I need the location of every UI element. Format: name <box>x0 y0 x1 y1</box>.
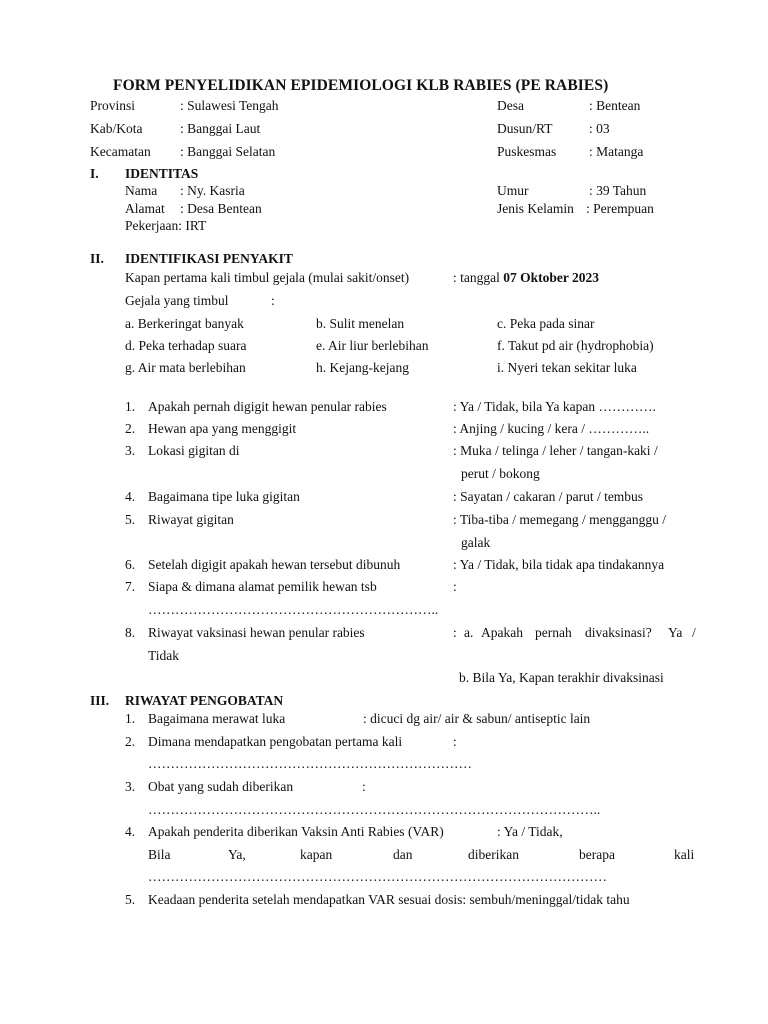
symptom-i: i. Nyeri tekan sekitar luka <box>497 360 637 375</box>
q3-question: Lokasi gigitan di <box>148 443 240 458</box>
q5-answer: : Tiba-tiba / memegang / mengganggu / <box>453 512 666 527</box>
q8-colon: : <box>453 625 457 640</box>
s3-q4-word-kali: kali <box>674 847 695 862</box>
s3-q4-word-ya: Ya, <box>228 847 246 862</box>
section-2-number: II. <box>90 251 104 266</box>
q7-question: Siapa & dimana alamat pemilik hewan tsb <box>148 579 377 594</box>
kabkota-value: : Banggai Laut <box>180 121 261 136</box>
nama-label: Nama <box>125 183 158 198</box>
provinsi-label: Provinsi <box>90 98 136 113</box>
s3-q2-dotted-line: ……………………………………………………………… <box>148 756 472 771</box>
s3-q4-word-kapan: kapan <box>300 847 333 862</box>
q4-answer: : Sayatan / cakaran / parut / tembus <box>453 489 644 504</box>
dusun-label: Dusun/RT <box>497 121 553 136</box>
alamat-value: : Desa Bentean <box>180 201 262 216</box>
q3-number: 3. <box>125 443 136 458</box>
symptom-e: e. Air liur berlebihan <box>316 338 429 353</box>
puskesmas-label: Puskesmas <box>497 144 557 159</box>
nama-value: : Ny. Kasria <box>180 183 245 198</box>
section-3-number: III. <box>90 693 110 708</box>
desa-value: : Bentean <box>589 98 641 113</box>
onset-date: 07 Oktober 2023 <box>503 270 600 285</box>
s3-q3-number: 3. <box>125 779 136 794</box>
q6-number: 6. <box>125 557 136 572</box>
q3-answer: : Muka / telinga / leher / tangan-kaki / <box>453 443 658 458</box>
s3-q1-answer: : dicuci dg air/ air & sabun/ antiseptic lain <box>363 711 591 726</box>
s3-q4-number: 4. <box>125 824 136 839</box>
s3-q4-question: Apakah penderita diberikan Vaksin Anti Rabies (VAR) <box>148 824 444 839</box>
jenis-kelamin-label: Jenis Kelamin <box>497 201 574 216</box>
section-3-heading: RIWAYAT PENGOBATAN <box>125 693 284 708</box>
q7-dotted-line: ……………………………………………………….. <box>148 602 439 617</box>
s3-q1-number: 1. <box>125 711 136 726</box>
q2-question: Hewan apa yang menggigit <box>148 421 297 436</box>
umur-value: : 39 Tahun <box>589 183 647 198</box>
s3-q2-colon: : <box>453 734 457 749</box>
q8-option-a: a. <box>464 625 474 640</box>
q8-number: 8. <box>125 625 136 640</box>
s3-q4-answer: : Ya / Tidak, <box>497 824 563 839</box>
q3-answer-cont: perut / bokong <box>461 466 540 481</box>
symptom-f: f. Takut pd air (hydrophobia) <box>497 338 654 353</box>
jenis-kelamin-value: : Perempuan <box>586 201 654 216</box>
symptom-c: c. Peka pada sinar <box>497 316 595 331</box>
q6-question: Setelah digigit apakah hewan tersebut dibunuh <box>148 557 401 572</box>
dusun-value: : 03 <box>589 121 610 136</box>
s3-q2-question: Dimana mendapatkan pengobatan pertama kali <box>148 734 403 749</box>
q8-word-apakah: Apakah <box>481 625 523 640</box>
section-2-heading: IDENTIFIKASI PENYAKIT <box>125 251 293 266</box>
q8-option-b: b. Bila Ya, Kapan terakhir divaksinasi <box>459 670 664 685</box>
onset-prefix: : tanggal <box>453 270 504 285</box>
q8-word-ya: Ya <box>668 625 683 640</box>
symptom-h: h. Kejang-kejang <box>316 360 409 375</box>
q8-question: Riwayat vaksinasi hewan penular rabies <box>148 625 365 640</box>
form-title: FORM PENYELIDIKAN EPIDEMIOLOGI KLB RABIES (PE RABIES) <box>113 77 609 94</box>
s3-q4-word-dan: dan <box>393 847 413 862</box>
s3-q3-colon: : <box>362 779 366 794</box>
q8-word-pernah: pernah <box>535 625 572 640</box>
symptom-a: a. Berkeringat banyak <box>125 316 244 331</box>
umur-label: Umur <box>497 183 529 198</box>
symptom-b: b. Sulit menelan <box>316 316 405 331</box>
q5-answer-cont: galak <box>461 535 491 550</box>
s3-q5-number: 5. <box>125 892 136 907</box>
s3-q4-dotted-line: ………………………………………………………………………………………… <box>148 869 607 884</box>
q7-colon: : <box>453 579 457 594</box>
q2-number: 2. <box>125 421 136 436</box>
onset-value <box>453 270 599 286</box>
q5-number: 5. <box>125 512 136 527</box>
onset-label: Kapan pertama kali timbul gejala (mulai sakit/onset) <box>125 270 410 285</box>
kabkota-label: Kab/Kota <box>90 121 143 136</box>
s3-q3-question: Obat yang sudah diberikan <box>148 779 294 794</box>
alamat-label: Alamat <box>125 201 165 216</box>
pekerjaan-text: Pekerjaan: IRT <box>125 218 207 233</box>
provinsi-value: : Sulawesi Tengah <box>180 98 279 113</box>
kecamatan-label: Kecamatan <box>90 144 151 159</box>
puskesmas-value: : Matanga <box>589 144 644 159</box>
q1-number: 1. <box>125 399 136 414</box>
q5-question: Riwayat gigitan <box>148 512 234 527</box>
s3-q1-question: Bagaimana merawat luka <box>148 711 286 726</box>
s3-q5-question: Keadaan penderita setelah mendapatkan VAR sesuai dosis: sembuh/meninggal/tidak tahu <box>148 892 630 907</box>
symptom-d: d. Peka terhadap suara <box>125 338 247 353</box>
q7-number: 7. <box>125 579 136 594</box>
section-1-heading: IDENTITAS <box>125 166 199 181</box>
kecamatan-value: : Banggai Selatan <box>180 144 276 159</box>
q8-word-slash: / <box>692 625 696 640</box>
s3-q3-dotted-line: ……………………………………………………………………………………….. <box>148 802 601 817</box>
s3-q4-word-diberikan: diberikan <box>468 847 519 862</box>
s3-q4-word-bila: Bila <box>148 847 171 862</box>
q1-question: Apakah pernah digigit hewan penular rabies <box>148 399 387 414</box>
gejala-label: Gejala yang timbul <box>125 293 229 308</box>
q6-answer: : Ya / Tidak, bila tidak apa tindakannya <box>453 557 665 572</box>
section-1-number: I. <box>90 166 99 181</box>
q4-question: Bagaimana tipe luka gigitan <box>148 489 300 504</box>
s3-q2-number: 2. <box>125 734 136 749</box>
q8-word-tidak: Tidak <box>148 648 180 663</box>
q4-number: 4. <box>125 489 136 504</box>
desa-label: Desa <box>497 98 524 113</box>
q2-answer: : Anjing / kucing / kera / ………….. <box>453 421 650 436</box>
q1-answer: : Ya / Tidak, bila Ya kapan …………. <box>453 399 656 414</box>
q8-word-divaksinasi: divaksinasi? <box>585 625 652 640</box>
gejala-colon: : <box>271 293 275 308</box>
s3-q4-word-berapa: berapa <box>579 847 615 862</box>
symptom-g: g. Air mata berlebihan <box>125 360 246 375</box>
